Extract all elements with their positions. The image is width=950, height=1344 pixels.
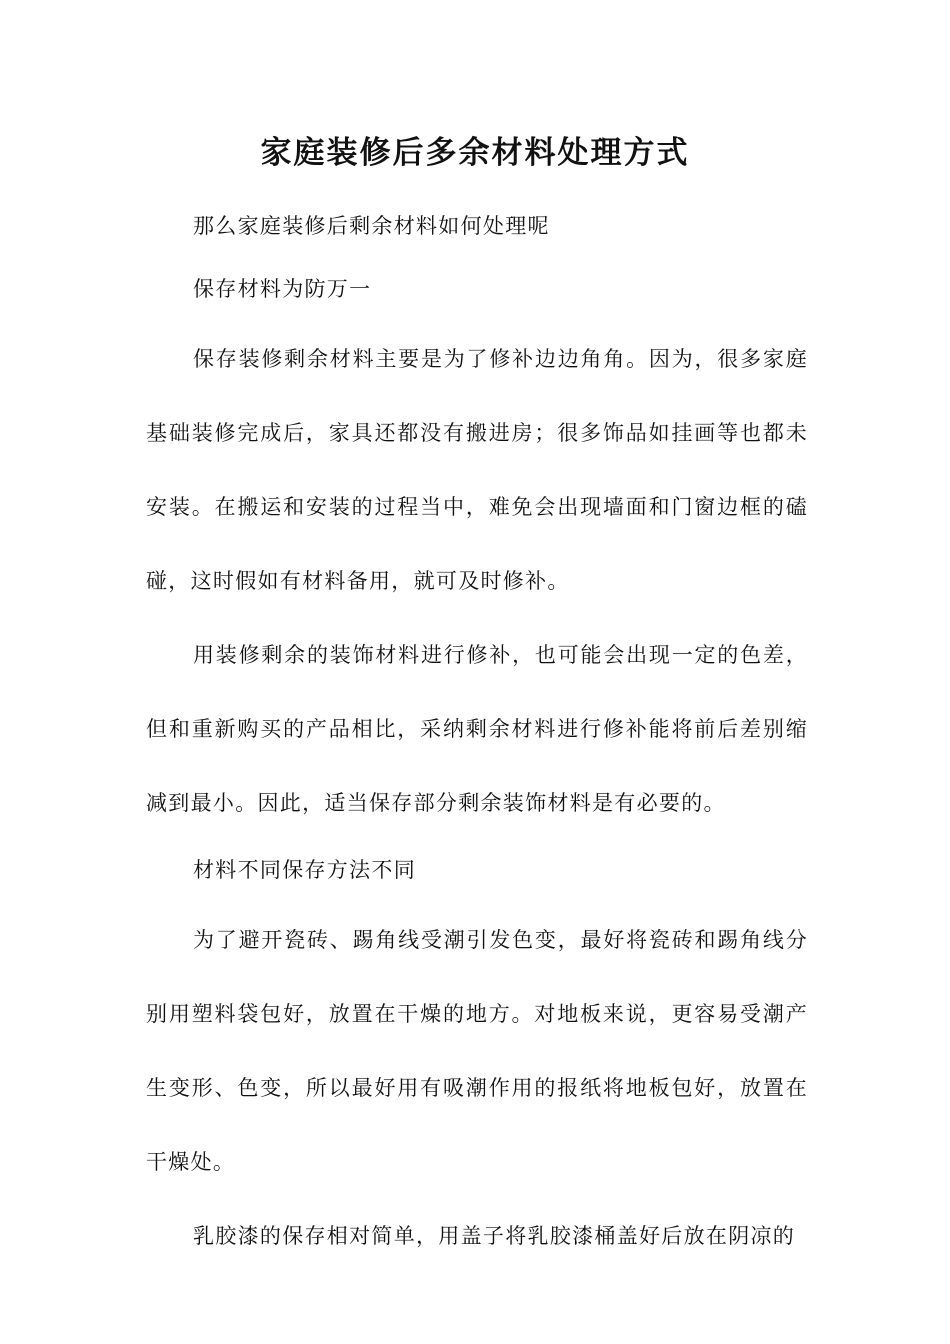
paragraph-color-difference: 用装修剩余的装饰材料进行修补，也可能会出现一定的色差，但和重新购买的产品相比，采纳剩余材料进行修补能将前后差别缩减到最小。因此，适当保存部分剩余装饰材料是有必要的。 xyxy=(146,643,808,815)
document-body xyxy=(146,196,808,1273)
section-heading-keep-materials: 保存材料为防万一 xyxy=(193,277,372,301)
paragraph-tiles-and-floor: 为了避开瓷砖、踢角线受潮引发色变，最好将瓷砖和踢角线分别用塑料袋包好，放置在干燥的地方。对地板来说，更容易受潮产生变形、色变，所以最好用有吸潮作用的报纸将地板包好，放置在干燥处。 xyxy=(146,928,808,1174)
paragraph-latex-paint: 乳胶漆的保存相对简单，用盖子将乳胶漆桶盖好后放在阴凉的 xyxy=(193,1224,796,1248)
paragraph-keep-materials-reason: 保存装修剩余材料主要是为了修补边边角角。因为，很多家庭基础装修完成后，家具还都没有搬进房；很多饰品如挂画等也都未安装。在搬运和安装的过程当中，难免会出现墙面和门窗边框的磕碰，这时假如有材料备用，就可及时修补。 xyxy=(146,347,808,593)
document-title: 家庭装修后多余材料处理方式 xyxy=(260,135,690,171)
section-heading-storage-methods: 材料不同保存方法不同 xyxy=(193,858,416,882)
paragraph-intro-question: 那么家庭装修后剩余材料如何处理呢 xyxy=(193,214,550,238)
